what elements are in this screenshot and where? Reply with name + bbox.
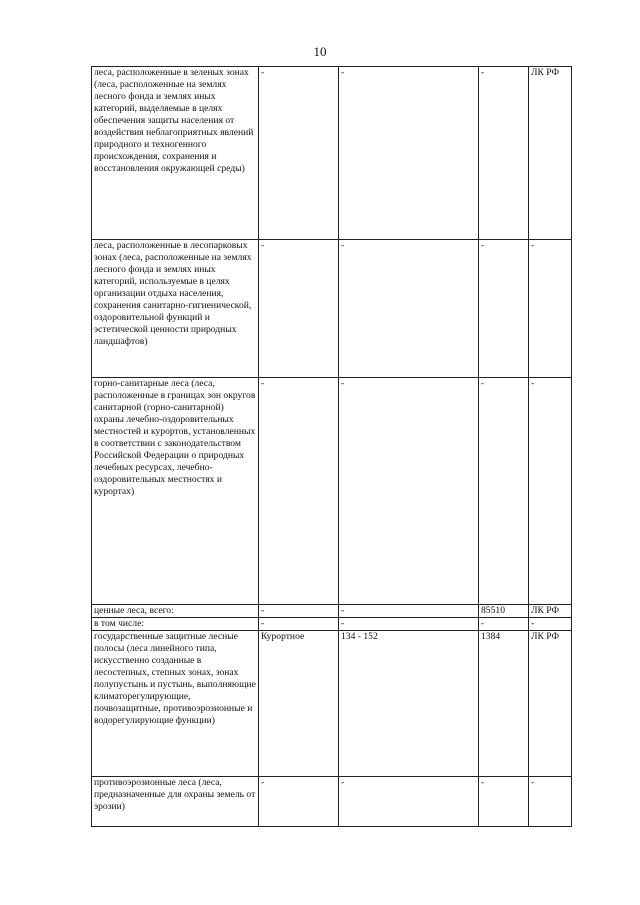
- table-cell: -: [259, 67, 339, 240]
- table-cell: -: [479, 378, 529, 605]
- category-cell: ценные леса, всего:: [92, 605, 259, 618]
- table-cell: -: [479, 777, 529, 827]
- forest-category-table: [91, 66, 572, 827]
- category-cell: горно-санитарные леса (леса, расположенные в границах зон округов санитарной (горно-санитарной) охраны лечебно-оздоровительных местностей и курортов, установленных в соответствии с законодательством Российской Федерации о природных лечебных ресурсах, лечебно-оздоровительных местностях и курортах): [92, 378, 259, 605]
- table-cell: -: [259, 605, 339, 618]
- category-cell: противоэрозионные леса (леса, предназначенные для охраны земель от эрозии): [92, 777, 259, 827]
- table-cell: -: [259, 777, 339, 827]
- table-cell: -: [529, 378, 572, 605]
- table-cell: ЛК РФ: [529, 605, 572, 618]
- table-row: [92, 240, 572, 378]
- table-cell: -: [339, 67, 479, 240]
- table-cell: -: [339, 777, 479, 827]
- category-cell: в том числе:: [92, 618, 259, 631]
- table-row: [92, 67, 572, 240]
- table-cell: 134 - 152: [339, 631, 479, 777]
- table-cell: -: [529, 240, 572, 378]
- category-cell: леса, расположенные в лесопарковых зонах (леса, расположенные на землях лесного фонда и землях иных категорий, используемые в целях организации отдыха населения, сохранения санитарно-гигиенической, оздоровительной функций и эстетической ценности природных ландшафтов): [92, 240, 259, 378]
- table-cell: -: [339, 605, 479, 618]
- table-cell: -: [339, 378, 479, 605]
- table-cell: Курортное: [259, 631, 339, 777]
- table-cell: -: [529, 618, 572, 631]
- table-cell: -: [259, 378, 339, 605]
- table-cell: -: [259, 240, 339, 378]
- table-cell: -: [479, 67, 529, 240]
- table-cell: -: [259, 618, 339, 631]
- table-row: [92, 618, 572, 631]
- table-cell: -: [339, 618, 479, 631]
- table-row: [92, 777, 572, 827]
- table-row: [92, 378, 572, 605]
- table-cell: -: [529, 777, 572, 827]
- table-cell: 1384: [479, 631, 529, 777]
- category-cell: государственные защитные лесные полосы (леса линейного типа, искусственно созданные в лесостепных, степных зонах, зонах полупустынь и пустынь, выполняющие климаторегулирующие, почвозащитные, противоэрозионные и водорегулирующие функции): [92, 631, 259, 777]
- table-cell: -: [479, 618, 529, 631]
- table-cell: -: [479, 240, 529, 378]
- table-row: [92, 605, 572, 618]
- table-cell: ЛК РФ: [529, 67, 572, 240]
- category-cell: леса, расположенные в зеленых зонах (леса, расположенные на землях лесного фонда и землях иных категорий, выделяемые в целях обеспечения защиты населения от воздействия неблагоприятных явлений природного и техногенного происхождения, сохранения и восстановления окружающей среды): [92, 67, 259, 240]
- page-number: 10: [313, 44, 327, 59]
- table-cell: ЛК РФ: [529, 631, 572, 777]
- table-cell: 85510: [479, 605, 529, 618]
- table-cell: -: [339, 240, 479, 378]
- table-row: [92, 631, 572, 777]
